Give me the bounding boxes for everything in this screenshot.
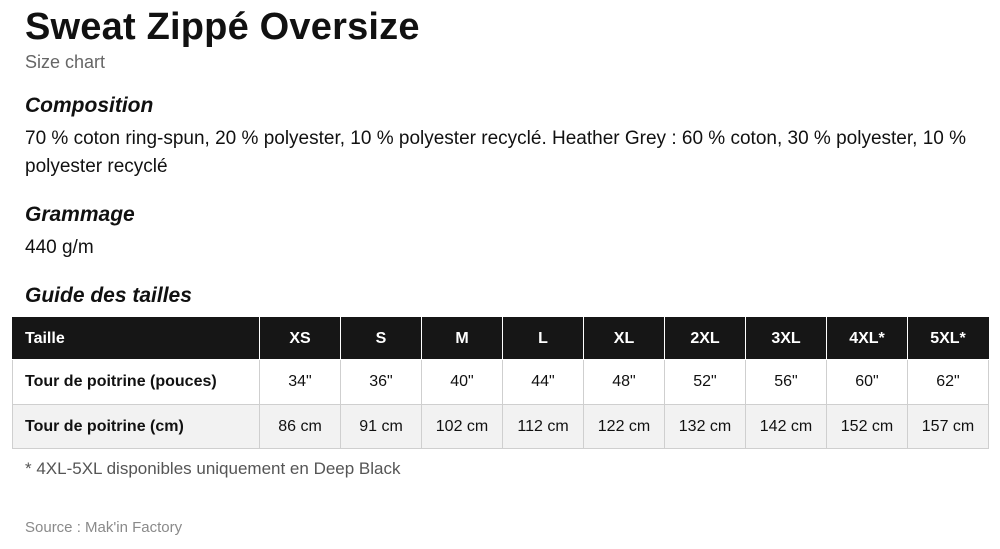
column-header-xl: XL: [584, 318, 665, 360]
size-table: [12, 317, 989, 449]
column-header-xs: XS: [260, 318, 341, 360]
composition-text: 70 % coton ring-spun, 20 % polyester, 10 % polyester recyclé. Heather Grey : 60 % coton, 30 % polyester, 10 % polyester recyclé: [25, 128, 967, 177]
table-cell: 36": [341, 360, 422, 405]
table-cell: 52": [665, 360, 746, 405]
table-cell: 122 cm: [584, 405, 665, 449]
table-cell: 60": [827, 360, 908, 405]
table-cell: 112 cm: [503, 405, 584, 449]
table-cell: 132 cm: [665, 405, 746, 449]
column-header-3xl: 3XL: [746, 318, 827, 360]
table-cell: 91 cm: [341, 405, 422, 449]
page-subtitle: Size chart: [25, 52, 106, 72]
column-header-s: S: [341, 318, 422, 360]
source-credit: Source : Mak'in Factory: [25, 519, 183, 536]
table-cell: 142 cm: [746, 405, 827, 449]
column-header-l: L: [503, 318, 584, 360]
table-cell: 44": [503, 360, 584, 405]
size-table-header-row: [13, 318, 989, 360]
row-label-inches: Tour de poitrine (pouces): [13, 360, 260, 405]
page-title: Sweat Zippé Oversize: [25, 6, 420, 48]
table-cell: 157 cm: [908, 405, 989, 449]
column-header-m: M: [422, 318, 503, 360]
footnote: * 4XL-5XL disponibles uniquement en Deep Black: [25, 459, 401, 478]
table-cell: 62": [908, 360, 989, 405]
table-cell: 34": [260, 360, 341, 405]
grammage-heading: Grammage: [25, 203, 135, 226]
table-row: [13, 360, 989, 405]
column-header-5xl: 5XL*: [908, 318, 989, 360]
grammage-text: 440 g/m: [25, 237, 94, 258]
column-header-taille: Taille: [13, 318, 260, 360]
table-cell: 40": [422, 360, 503, 405]
size-guide-heading: Guide des tailles: [25, 284, 192, 307]
table-cell: 56": [746, 360, 827, 405]
table-cell: 48": [584, 360, 665, 405]
row-label-cm: Tour de poitrine (cm): [13, 405, 260, 449]
table-row: [13, 405, 989, 449]
table-cell: 86 cm: [260, 405, 341, 449]
table-cell: 102 cm: [422, 405, 503, 449]
table-cell: 152 cm: [827, 405, 908, 449]
composition-heading: Composition: [25, 94, 154, 117]
column-header-2xl: 2XL: [665, 318, 746, 360]
column-header-4xl: 4XL*: [827, 318, 908, 360]
